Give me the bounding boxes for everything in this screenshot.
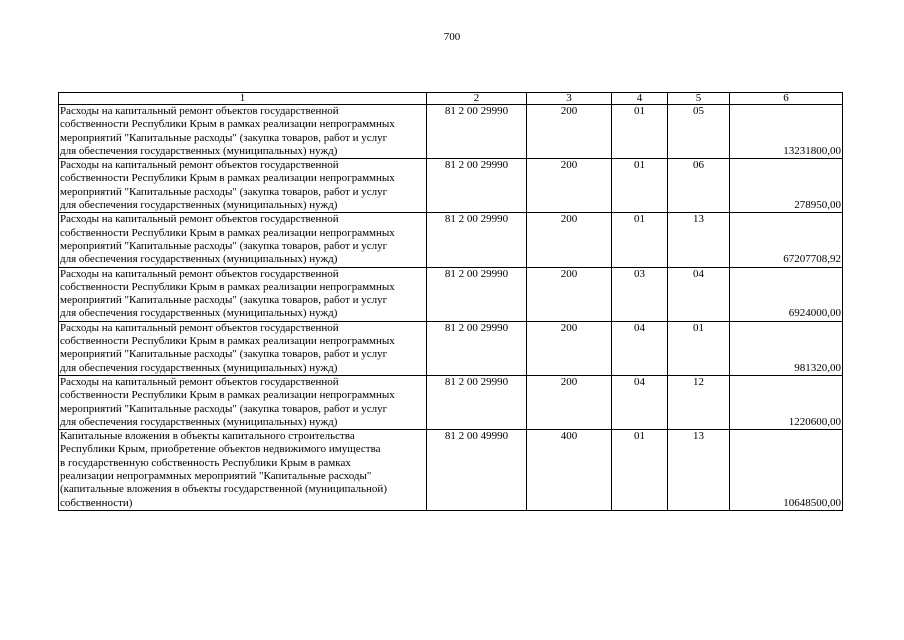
subsection-cell: 13 [668, 430, 730, 511]
description-cell [59, 213, 427, 267]
table-row [59, 105, 843, 159]
group-cell: 200 [527, 321, 612, 375]
description-line: мероприятий "Капитальные расходы" (закупка товаров, работ и услуг [60, 185, 388, 198]
description-line: собственности Республики Крым в рамках реализации непрограммных [60, 280, 395, 293]
description-line: Расходы на капитальный ремонт объектов государственной [60, 213, 339, 226]
section-cell: 03 [612, 267, 668, 321]
subsection-cell: 12 [668, 375, 730, 429]
group-cell: 200 [527, 213, 612, 267]
column-header: 1 [59, 93, 427, 105]
section-cell: 01 [612, 105, 668, 159]
amount-cell: 6924000,00 [730, 267, 843, 321]
code-cell: 81 2 00 29990 [427, 213, 527, 267]
description-line: собственности Республики Крым в рамках реализации непрограммных [60, 389, 395, 402]
budget-table [58, 92, 843, 511]
table-row [59, 213, 843, 267]
amount-cell: 1220600,00 [730, 375, 843, 429]
description-line: Расходы на капитальный ремонт объектов государственной [60, 321, 339, 334]
group-cell: 200 [527, 105, 612, 159]
description-line: для обеспечения государственных (муниципальных) нужд) [60, 415, 338, 428]
amount-cell: 13231800,00 [730, 105, 843, 159]
description-cell [59, 267, 427, 321]
section-cell: 04 [612, 375, 668, 429]
amount-cell: 278950,00 [730, 159, 843, 213]
column-header: 6 [730, 93, 843, 105]
description-line: Расходы на капитальный ремонт объектов государственной [60, 105, 339, 117]
code-cell: 81 2 00 29990 [427, 375, 527, 429]
description-line: (капитальные вложения в объекты государственной (муниципальной) [60, 483, 387, 496]
description-line: собственности) [60, 496, 133, 509]
code-cell: 81 2 00 29990 [427, 267, 527, 321]
section-cell: 04 [612, 321, 668, 375]
description-cell [59, 430, 427, 511]
description-line: мероприятий "Капитальные расходы" (закупка товаров, работ и услуг [60, 294, 388, 307]
table-row [59, 267, 843, 321]
group-cell: 400 [527, 430, 612, 511]
description-line: Расходы на капитальный ремонт объектов государственной [60, 159, 339, 172]
code-cell: 81 2 00 49990 [427, 430, 527, 511]
table-row [59, 375, 843, 429]
table-row [59, 430, 843, 511]
group-cell: 200 [527, 267, 612, 321]
description-cell [59, 321, 427, 375]
subsection-cell: 05 [668, 105, 730, 159]
description-cell [59, 159, 427, 213]
column-header: 5 [668, 93, 730, 105]
description-cell [59, 375, 427, 429]
description-cell [59, 105, 427, 159]
table-header-row [59, 93, 843, 105]
description-line: для обеспечения государственных (муниципальных) нужд) [60, 307, 338, 320]
description-line: для обеспечения государственных (муниципальных) нужд) [60, 199, 338, 212]
description-line: мероприятий "Капитальные расходы" (закупка товаров, работ и услуг [60, 239, 388, 252]
subsection-cell: 06 [668, 159, 730, 213]
description-line: Расходы на капитальный ремонт объектов государственной [60, 267, 339, 280]
amount-cell: 67207708,92 [730, 213, 843, 267]
column-header: 3 [527, 93, 612, 105]
group-cell: 200 [527, 159, 612, 213]
subsection-cell: 01 [668, 321, 730, 375]
code-cell: 81 2 00 29990 [427, 321, 527, 375]
page-number: 700 [443, 31, 461, 43]
description-line: собственности Республики Крым в рамках реализации непрограммных [60, 172, 395, 185]
description-line: мероприятий "Капитальные расходы" (закупка товаров, работ и услуг [60, 131, 388, 144]
table-row [59, 321, 843, 375]
description-line: Расходы на капитальный ремонт объектов государственной [60, 375, 339, 388]
table-row [59, 159, 843, 213]
description-line: в государственную собственность Республики Крым в рамках [60, 456, 351, 469]
description-line: мероприятий "Капитальные расходы" (закупка товаров, работ и услуг [60, 348, 388, 361]
description-line: реализации непрограммных мероприятий "Капитальные расходы" [60, 470, 372, 483]
column-header: 2 [427, 93, 527, 105]
code-cell: 81 2 00 29990 [427, 159, 527, 213]
description-line: для обеспечения государственных (муниципальных) нужд) [60, 144, 338, 157]
group-cell: 200 [527, 375, 612, 429]
description-line: Капитальные вложения в объекты капитального строительства [60, 430, 355, 443]
column-header: 4 [612, 93, 668, 105]
subsection-cell: 13 [668, 213, 730, 267]
description-line: Республики Крым, приобретение объектов недвижимого имущества [60, 443, 381, 456]
description-line: мероприятий "Капитальные расходы" (закупка товаров, работ и услуг [60, 402, 388, 415]
section-cell: 01 [612, 213, 668, 267]
section-cell: 01 [612, 430, 668, 511]
amount-cell: 10648500,00 [730, 430, 843, 511]
description-line: собственности Республики Крым в рамках реализации непрограммных [60, 118, 395, 131]
section-cell: 01 [612, 159, 668, 213]
description-line: для обеспечения государственных (муниципальных) нужд) [60, 253, 338, 266]
code-cell: 81 2 00 29990 [427, 105, 527, 159]
description-line: для обеспечения государственных (муниципальных) нужд) [60, 361, 338, 374]
description-line: собственности Республики Крым в рамках реализации непрограммных [60, 335, 395, 348]
description-line: собственности Республики Крым в рамках реализации непрограммных [60, 226, 395, 239]
amount-cell: 981320,00 [730, 321, 843, 375]
subsection-cell: 04 [668, 267, 730, 321]
